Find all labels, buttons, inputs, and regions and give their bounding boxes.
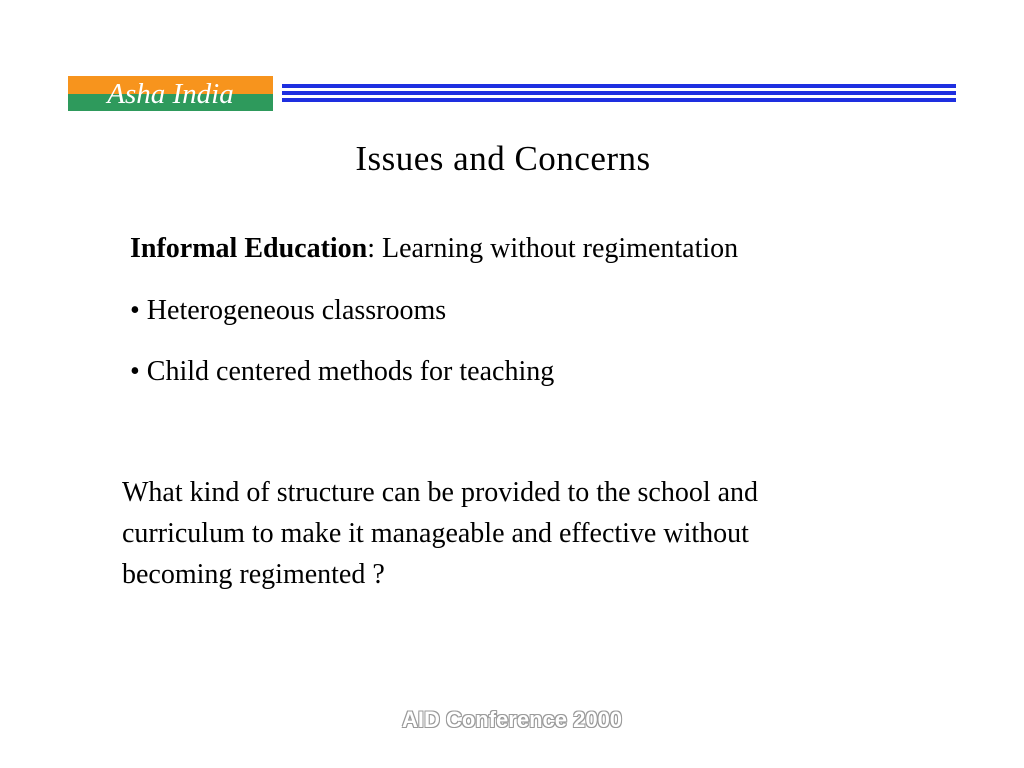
slide-title: Issues and Concerns [355, 139, 651, 178]
intro-term: Informal Education [130, 233, 368, 264]
header-rule-line [282, 84, 956, 88]
question-line: curriculum to make it manageable and effective without [122, 518, 749, 549]
intro-line [130, 232, 738, 266]
question-line: What kind of structure can be provided to the school and [122, 477, 759, 508]
question-paragraph [122, 472, 922, 595]
bullet-item: • Heterogeneous classrooms [130, 295, 447, 326]
logo-text: Asha India [107, 78, 234, 110]
header-rule-line [282, 98, 956, 102]
question-line: becoming regimented ? [122, 559, 385, 590]
bullet-item: • Child centered methods for teaching [130, 356, 555, 387]
header-rule-line [282, 91, 956, 95]
header-rule [282, 84, 956, 104]
footer-text: AID Conference 2000 [401, 707, 623, 732]
intro-definition: : Learning without regimentation [367, 233, 739, 264]
asha-india-logo [68, 76, 273, 111]
